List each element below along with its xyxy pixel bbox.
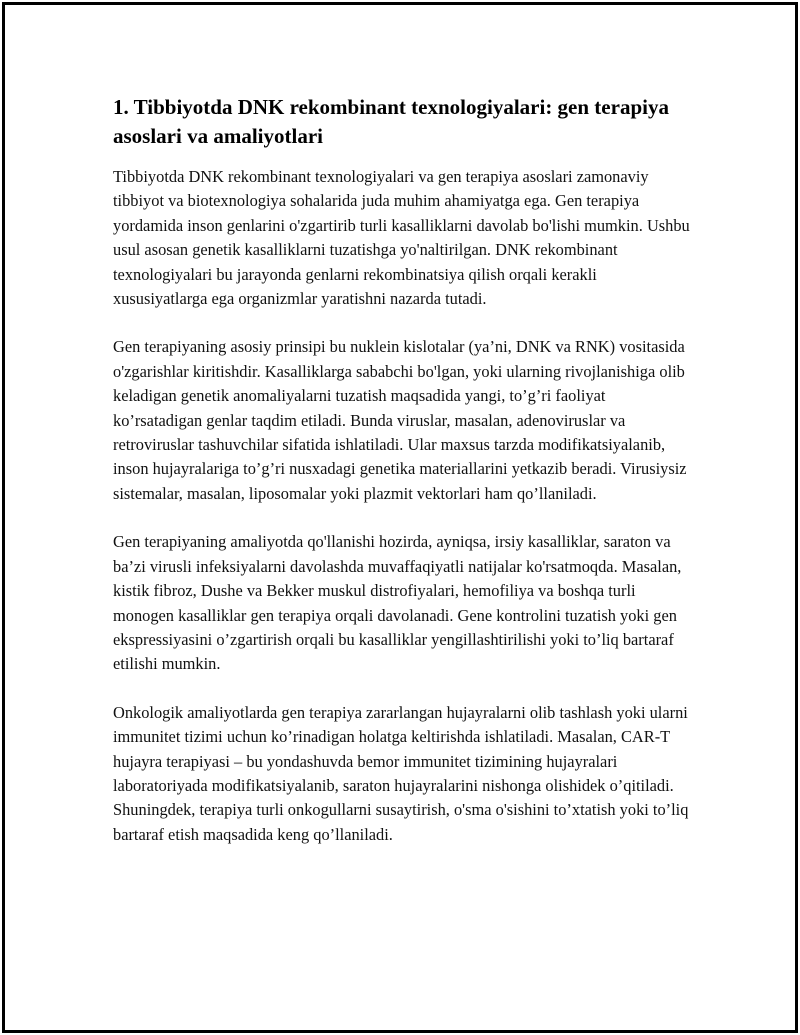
paragraph-intro: Tibbiyotda DNK rekombinant texnologiyalari va gen terapiya asoslari zamonaviy tibbiyot va biotexnologiya sohalarida juda muhim ahamiyatga ega. Gen terapiya yordamida inson genlarini o'zgartirib turli kasalliklarni davolab bo'lishi mumkin. Ushbu usul asosan genetik kasalliklarni tuzatishga yo'naltirilgan. DNK rekombinant texnologiyalari bu jarayonda genlarni rekombinatsiya qilish orqali kerakli xususiyatlarga ega organizmlar yaratishni nazarda tutadi. (113, 167, 690, 309)
paragraph-oncology: Onkologik amaliyotlarda gen terapiya zararlangan hujayralarni olib tashlash yoki ularni immunitet tizimi uchun ko’rinadigan holatga keltirishda ishlatiladi. Masalan, CAR-T hujayra terapiyasi – bu yondashuvda bemor immunitet tizimining hujayralari laboratoriyada modifikatsiyalanib, saraton hujayralarini nishonga olishidek o’qitiladi. Shuningdek, terapiya turli onkogullarni susaytirish, o'sma o'sishini to’xtatish yoki to’liq bartaraf etish maqsadida keng qo’llaniladi. (113, 702, 689, 844)
document-body (113, 93, 693, 871)
paragraph-practice: Gen terapiyaning amaliyotda qo'llanishi hozirda, ayniqsa, irsiy kasalliklar, saraton va ba’zi virusli infeksiyalarni davolashda muvaffaqiyatli natijalar ko'rsatmoqda. Masalan, kistik fibroz, Dushe va Bekker muskul distrofiyalari, hemofiliya va boshqa turli monogen kasalliklar gen terapiya orqali davolanadi. Gene kontrolini tuzatish yoki gen ekspressiyasini o’zgartirish orqali bu kasalliklar yengillashtirilishi yoki to’liq bartaraf etilishi mumkin. (113, 532, 682, 674)
paragraph-principle: Gen terapiyaning asosiy prinsipi bu nuklein kislotalar (ya’ni, DNK va RNK) vositasida o'zgarishlar kiritishdir. Kasalliklarga sababchi bo'lgan, yoki ularning rivojlanishiga olib keladigan genetik anomaliyalarni tuzatish maqsadida yangi, to’g’ri faoliyat ko’rsatadigan genlar taqdim etiladi. Bunda viruslar, masalan, adenoviruslar va retroviruslar tashuvchilar sifatida ishlatiladi. Ular maxsus tarzda modifikatsiyalanib, inson hujayralariga to’g’ri nusxadagi genetika materiallarini yetkazib beradi. Virusiysiz sistemalar, masalan, liposomalar yoki plazmit vektorlari ham qo’llaniladi. (113, 337, 687, 503)
document-title: 1. Tibbiyotda DNK rekombinant texnologiyalari: gen terapiya asoslari va amaliyotlari (113, 95, 669, 148)
